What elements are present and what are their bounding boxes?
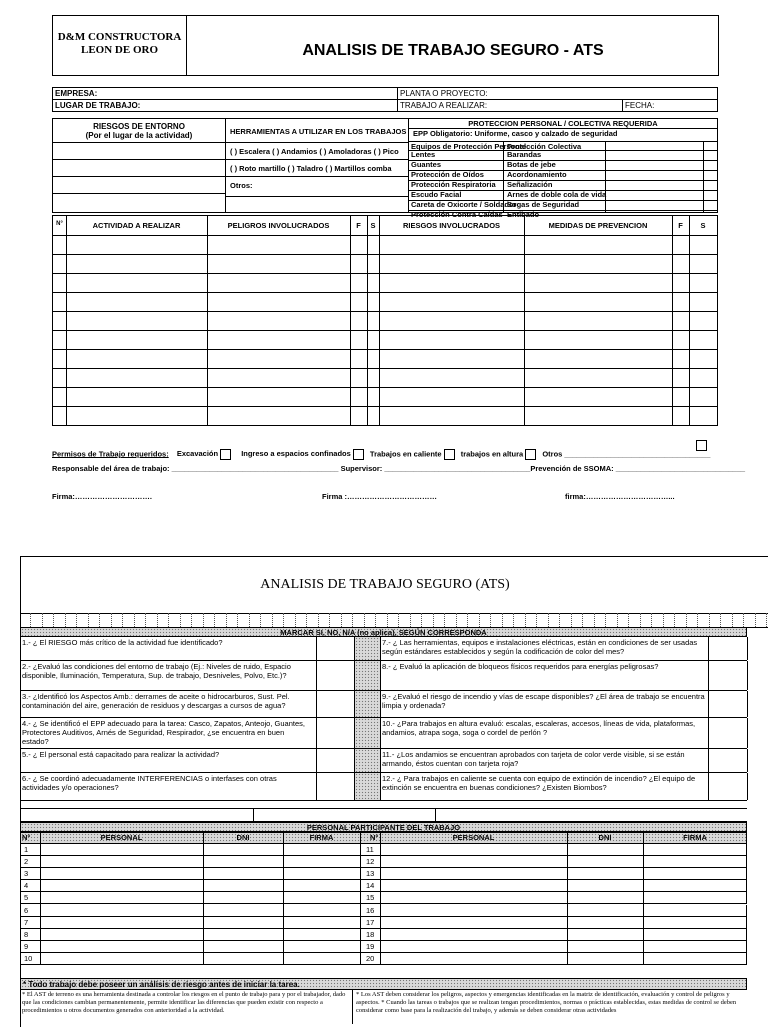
question-left-answer[interactable] <box>316 637 354 660</box>
permiso-excavacion: Excavación <box>176 449 219 459</box>
personal-header-cell: PERSONAL <box>452 833 495 842</box>
question-right-answer[interactable] <box>708 718 748 748</box>
question-left: 4.- ¿ Se identificó el EPP adecuado para la tarea: Casco, Zapatos, Anteojo, Guantes, Protectores Auditivos, Arnés de Seguridad, Respirador, ¿se encuentra en buen estado? <box>22 719 305 746</box>
activity-table <box>52 215 718 426</box>
activity-header-cell: F <box>356 221 361 230</box>
question-left: 3.- ¿Identificó los Aspectos Amb.: derrames de aceite o hidrocarburos, Sust. Pel. contaminación del aire, generación de residuos y descargas a cursos de agua? <box>22 692 290 710</box>
colectiva-item: Barandas <box>507 150 542 159</box>
question-right: 10.- ¿Para trabajos en altura evaluó: escalas, escaleras, accesos, líneas de vida, plataformas, andamios, atrapa soga, soga o cordel de perlón ? <box>382 719 696 737</box>
question-row <box>20 661 747 691</box>
colectiva-item: Botas de jebe <box>507 160 556 169</box>
herramientas-line1: ( ) Escalera ( ) Andamios ( ) Amoladoras ( ) Pico <box>230 147 399 156</box>
company-name-line2: LEON DE ORO <box>80 44 158 56</box>
question-left: 2.- ¿Evaluó las condiciones del entorno de trabajo (Ej.: Niveles de ruido, Espacio disponible, Iluminación, Temperatura, Sup. de trabajo, Desniveles, Polvo, Etc.)? <box>22 662 291 680</box>
herramientas-box <box>225 118 409 213</box>
question-left: 6.- ¿ Se coordinó adecuadamente INTERFERENCIAS o interfases con otras actividades y/o operaciones? <box>22 774 277 792</box>
proteccion-title: PROTECCION PERSONAL / COLECTIVA REQUERIDA <box>468 119 658 128</box>
question-row <box>20 718 747 749</box>
question-left: 5.- ¿ El personal está capacitado para realizar la actividad? <box>22 750 220 759</box>
riesgos-entorno-box <box>52 118 226 213</box>
proteccion-box <box>408 118 718 219</box>
spacer-row <box>20 808 747 822</box>
permisos-label: Permisos de Trabajo requeridos: <box>52 449 169 459</box>
personal-item: Careta de Oxicorte / Soldador <box>411 200 517 209</box>
proteccion-row <box>409 150 717 160</box>
question-left-answer[interactable] <box>316 773 354 800</box>
col-colectiva-header: Protección Colectiva <box>507 142 582 151</box>
activity-row[interactable] <box>53 273 717 293</box>
activity-row[interactable] <box>53 349 717 369</box>
personal-number-right: 19 <box>366 941 375 951</box>
activity-row[interactable] <box>53 387 717 407</box>
proteccion-row <box>409 200 717 210</box>
personal-check[interactable] <box>495 181 503 188</box>
personal-row[interactable] <box>20 856 747 868</box>
personal-item: Escudo Facial <box>411 190 462 199</box>
info-table <box>52 87 718 112</box>
personal-number-right: 15 <box>366 893 375 903</box>
personal-number-right: 18 <box>366 929 375 939</box>
personal-check[interactable] <box>495 161 503 168</box>
responsable-field[interactable]: Responsable del área de trabajo: ________________________________________ <box>52 464 339 473</box>
personal-row[interactable] <box>20 929 747 941</box>
company-name-line1: D&M CONSTRUCTORA <box>57 31 182 43</box>
footer-title: * Todo trabajo debe poseer un análisis de riesgo antes de iniciar la tarea. <box>23 980 300 989</box>
colectiva-item: Arnes de doble cola de vida <box>507 190 607 199</box>
question-right-answer[interactable] <box>708 637 748 660</box>
activity-header-cell: RIESGOS INVOLUCRADOS <box>402 221 501 230</box>
trabajo-label: TRABAJO A REALIZAR: <box>398 100 623 112</box>
personal-row[interactable] <box>20 917 747 929</box>
colectiva-check[interactable] <box>709 161 717 168</box>
questions-grid <box>20 637 747 807</box>
permisos-section <box>52 449 718 460</box>
personal-header-cell: N° <box>370 833 379 842</box>
personal-number-left: 9 <box>24 941 29 951</box>
footer-title-bar <box>20 978 747 990</box>
proteccion-row <box>409 180 717 190</box>
question-row <box>20 773 747 801</box>
responsables-line <box>52 464 746 473</box>
question-row <box>20 637 747 661</box>
question-left: 1.- ¿ El RIESGO más crítico de la actividad fue identificado? <box>22 638 223 647</box>
footer-right-note: * Los AST deben considerar los peligros, aspectos y emergencias identificadas en la matriz de identificación, evaluación y control de peligros y aspectos. * Cuando las tareas o trabajos que se realizan tengan procedimientos, normas o prácticas establecidas, estas medidas de control se deben considerar como base para la realización del trabajo, y además se deben considerar otras actividades <box>356 991 737 1014</box>
lugar-label: LUGAR DE TRABAJO: <box>53 100 398 112</box>
personal-number-left: 8 <box>24 929 29 939</box>
personal-title: PERSONAL PARTICIPANTE DEL TRABAJO <box>306 823 461 832</box>
excavacion-checkbox[interactable] <box>220 449 231 460</box>
personal-number-left: 3 <box>24 869 29 879</box>
herramientas-title: HERRAMIENTAS A UTILIZAR EN LOS TRABAJOS <box>230 127 407 136</box>
personal-row[interactable] <box>20 953 747 965</box>
question-right-answer[interactable] <box>708 773 748 800</box>
personal-number-left: 7 <box>24 917 29 927</box>
personal-item: Protección Contra Caídas <box>411 210 503 219</box>
personal-number-left: 10 <box>24 953 33 963</box>
personal-item: Protección de Oídos <box>411 170 484 179</box>
colectiva-check[interactable] <box>709 181 717 188</box>
confinados-checkbox[interactable] <box>353 449 364 460</box>
proteccion-row <box>409 160 717 170</box>
altura-checkbox[interactable] <box>525 449 536 460</box>
epp-obligatorio: EPP Obligatorio: Uniforme, casco y calzado de seguridad <box>413 129 618 138</box>
activity-header-cell: F <box>678 221 683 230</box>
personal-row[interactable] <box>20 905 747 917</box>
question-left-answer[interactable] <box>316 749 354 772</box>
colectiva-check[interactable] <box>709 171 717 178</box>
permiso-altura: trabajos en altura <box>460 449 524 459</box>
personal-check[interactable] <box>495 151 503 158</box>
marcar-bar <box>20 627 747 637</box>
personal-number-left: 6 <box>24 905 29 915</box>
colectiva-item: Acordonamiento <box>507 170 567 179</box>
personal-row[interactable] <box>20 844 747 856</box>
personal-check[interactable] <box>495 191 503 198</box>
personal-header-cell: FIRMA <box>309 833 334 842</box>
activity-header-cell: N° <box>56 221 63 227</box>
personal-row[interactable] <box>20 892 747 904</box>
activity-header-cell: MEDIDAS DE PREVENCION <box>548 221 648 230</box>
activity-row[interactable] <box>53 406 717 426</box>
personal-number-right: 14 <box>366 881 375 891</box>
permiso-otros: Otros ___________________________________ <box>542 449 711 459</box>
question-left-answer[interactable] <box>316 661 354 690</box>
herramientas-line2: ( ) Roto martillo ( ) Taladro ( ) Martillos comba <box>230 164 392 173</box>
question-right-answer[interactable] <box>708 691 748 717</box>
activity-header-cell: ACTIVIDAD A REALIZAR <box>92 221 181 230</box>
header-box <box>52 15 719 76</box>
colectiva-item: Señalización <box>507 180 553 189</box>
question-right-answer[interactable] <box>708 661 748 690</box>
personal-check[interactable] <box>495 201 503 208</box>
personal-number-right: 12 <box>366 857 375 867</box>
personal-number-right: 16 <box>366 905 375 915</box>
col-personal-header: Equipos de Protección Personal <box>411 142 527 151</box>
empresa-label: EMPRESA: <box>53 88 398 100</box>
colectiva-check[interactable] <box>709 151 717 158</box>
personal-item: Protección Respiratoria <box>411 180 496 189</box>
question-right: 8.- ¿ Evaluó la aplicación de bloqueos físicos requeridos para energías peligrosas? <box>382 662 659 671</box>
activity-header-cell: S <box>370 221 376 230</box>
personal-header-cell: N° <box>22 833 31 842</box>
personal-header-cell: PERSONAL <box>100 833 143 842</box>
marcar-label: MARCAR SI, NO, N/A (no aplica), SEGÚN CORRESPONDA <box>280 628 487 637</box>
activity-row[interactable] <box>53 368 717 388</box>
herramientas-otros: Otros: <box>230 181 253 190</box>
permiso-caliente: Trabajos en caliente <box>369 449 442 459</box>
activity-header-cell: PELIGROS INVOLUCRADOS <box>227 221 330 230</box>
question-right: 12.- ¿ Para trabajos en caliente se cuenta con equipo de extinción de incendio? ¿El equipo de extinción se encuentra en buenas condiciones? ¿Existen Biombos? <box>382 774 696 792</box>
colectiva-item: Sogas de Seguridad <box>507 200 580 209</box>
planta-label: PLANTA O PROYECTO: <box>398 88 718 100</box>
question-row <box>20 749 747 773</box>
question-right-answer[interactable] <box>708 749 748 772</box>
permiso-confinados: Ingreso a espacios confinados <box>241 449 351 459</box>
personal-check[interactable] <box>495 171 503 178</box>
colectiva-check[interactable] <box>709 191 717 198</box>
activity-row[interactable] <box>53 330 717 350</box>
personal-row[interactable] <box>20 868 747 880</box>
ats2-title: ANALISIS DE TRABAJO SEGURO (ATS) <box>260 577 510 592</box>
supervisor-field[interactable]: Supervisor: ___________________________________ <box>340 464 531 473</box>
personal-item: Lentes <box>411 150 436 159</box>
page-title: ANALISIS DE TRABAJO SEGURO - ATS <box>302 42 604 59</box>
personal-number-right: 11 <box>366 845 374 854</box>
riesgos-entorno-title: RIESGOS DE ENTORNO <box>93 122 185 131</box>
activity-row[interactable] <box>53 254 717 274</box>
proteccion-row <box>409 190 717 200</box>
fecha-label: FECHA: <box>623 100 718 112</box>
company-logo-box <box>53 16 187 75</box>
question-right: 11.- ¿Los andamios se encuentran aprobados con tarjeta de color verde visible, si se están armando, éstos cuentan con tarjeta roja? <box>382 750 685 768</box>
colectiva-item: Entibado <box>507 210 540 219</box>
firma2-field[interactable]: Firma :……………………………… <box>322 492 438 501</box>
ssoma-field[interactable]: Prevención de SSOMA: _______________________________ <box>530 464 746 473</box>
firma3-field[interactable]: firma:……………………………... <box>565 492 675 501</box>
personal-row[interactable] <box>20 941 747 953</box>
activity-row[interactable] <box>53 292 717 312</box>
personal-number-right: 13 <box>366 869 375 879</box>
caliente-checkbox[interactable] <box>444 449 455 460</box>
personal-header-cell: DNI <box>598 833 612 842</box>
question-left-answer[interactable] <box>316 718 354 748</box>
colectiva-check[interactable] <box>709 201 717 208</box>
personal-number-left: 5 <box>24 893 29 903</box>
personal-item: Guantes <box>411 160 442 169</box>
activity-row[interactable] <box>53 311 717 331</box>
personal-header-cell: FIRMA <box>683 833 707 842</box>
question-row <box>20 691 747 718</box>
proteccion-list <box>409 150 717 220</box>
riesgos-entorno-subtitle: (Por el lugar de la actividad) <box>85 131 193 140</box>
personal-title-bar <box>20 822 747 832</box>
personal-table <box>20 832 747 966</box>
otros-checkbox[interactable] <box>696 440 707 451</box>
personal-number-right: 17 <box>366 917 375 927</box>
personal-number-left: 1 <box>24 845 29 854</box>
personal-number-right: 20 <box>366 953 375 963</box>
question-left-answer[interactable] <box>316 691 354 717</box>
personal-header-cell: DNI <box>236 833 250 842</box>
personal-row[interactable] <box>20 880 747 892</box>
proteccion-row <box>409 170 717 180</box>
personal-number-left: 4 <box>24 881 29 891</box>
activity-header-cell: S <box>700 221 706 230</box>
question-right: 7.- ¿ Las herramientas, equipos e instalaciones eléctricas, están en condiciones de ser usadas según estándares establecidos y según la codificación de color del mes? <box>382 638 698 656</box>
footer-left-note: * El AST de terreno es una herramienta destinada a controlar los riesgos en el punto de trabajo para y por el trabajador, dado que las condiciones cambian permanentemente, permite identificar las diferencias que pueden existir con respecto a procedimientos u otros documentos generados con anterioridad a la actividad. <box>20 990 353 1024</box>
personal-number-left: 2 <box>24 857 29 867</box>
question-right: 9.- ¿Evaluó el riesgo de incendio y vías de escape disponibles? ¿El área de trabajo se encuentra limpia y ordenada? <box>382 692 705 710</box>
firma1-field[interactable]: Firma:…………………………. <box>52 492 153 501</box>
activity-row[interactable] <box>53 235 717 254</box>
